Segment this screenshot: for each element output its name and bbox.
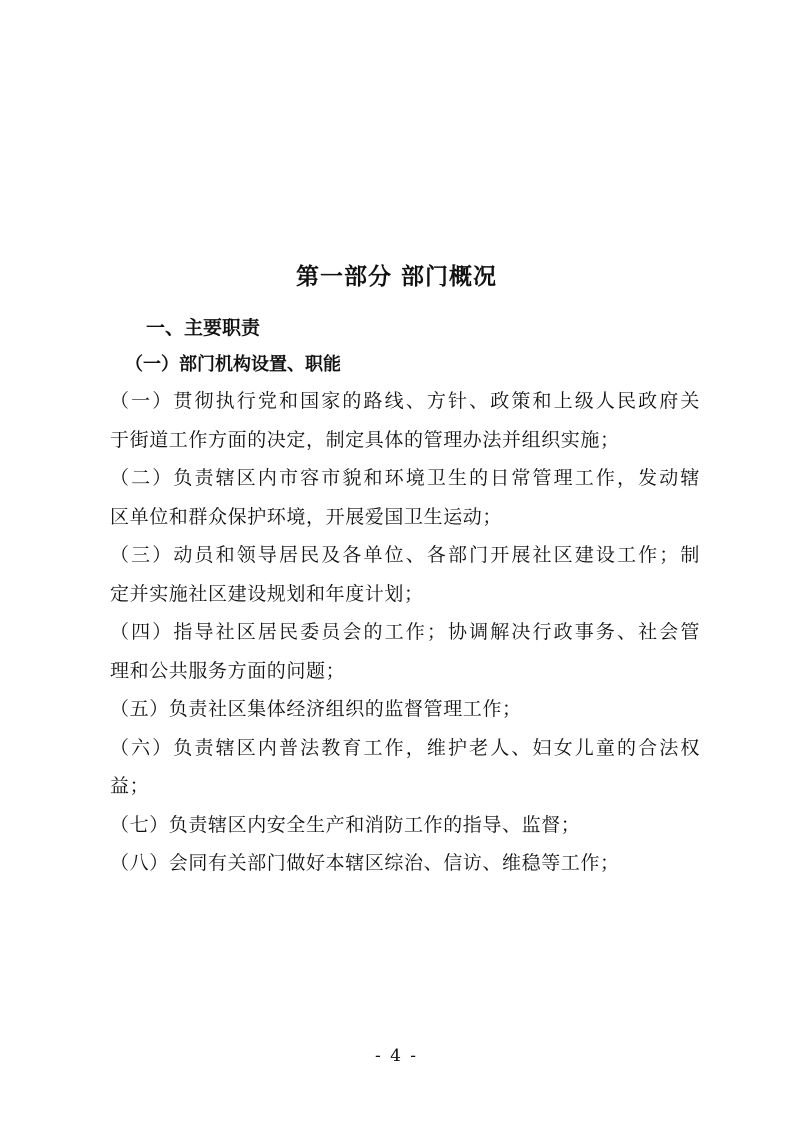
section-heading: 一、主要职责 [146,317,261,339]
duty-line: （三）动员和领导居民及各单位、各部门开展社区建设工作；制 [110,544,700,566]
page-title: 第一部分 部门概况 [295,264,497,290]
duty-line: （八）会同有关部门做好本辖区综治、信访、维稳等工作； [110,852,620,874]
duty-line: （四）指导社区居民委员会的工作；协调解决行政事务、社会管 [110,621,700,643]
duty-line: （六）负责辖区内普法教育工作，维护老人、妇女儿童的合法权 [110,736,700,759]
duty-line: （一）贯彻执行党和国家的路线、方针、政策和上级人民政府关 [110,390,700,412]
duty-line: 于街道工作方面的决定，制定具体的管理办法并组织实施； [110,428,620,451]
duty-line: （五）负责社区集体经济组织的监督管理工作； [110,698,522,720]
duty-line: 益； [110,775,150,797]
subsection-heading: （一）部门机构设置、职能 [125,354,341,375]
duty-line: 区单位和群众保护环境，开展爱国卫生运动； [110,505,503,528]
page-number: - 4 - [374,1046,419,1066]
duty-line: 理和公共服务方面的问题； [110,659,346,682]
duty-line: 定并实施社区建设规划和年度计划； [110,582,424,605]
duties-list [110,382,700,883]
duty-line: （二）负责辖区内市容市貌和环境卫生的日常管理工作，发动辖 [110,467,700,489]
duty-line: （七）负责辖区内安全生产和消防工作的指导、监督； [110,813,581,836]
